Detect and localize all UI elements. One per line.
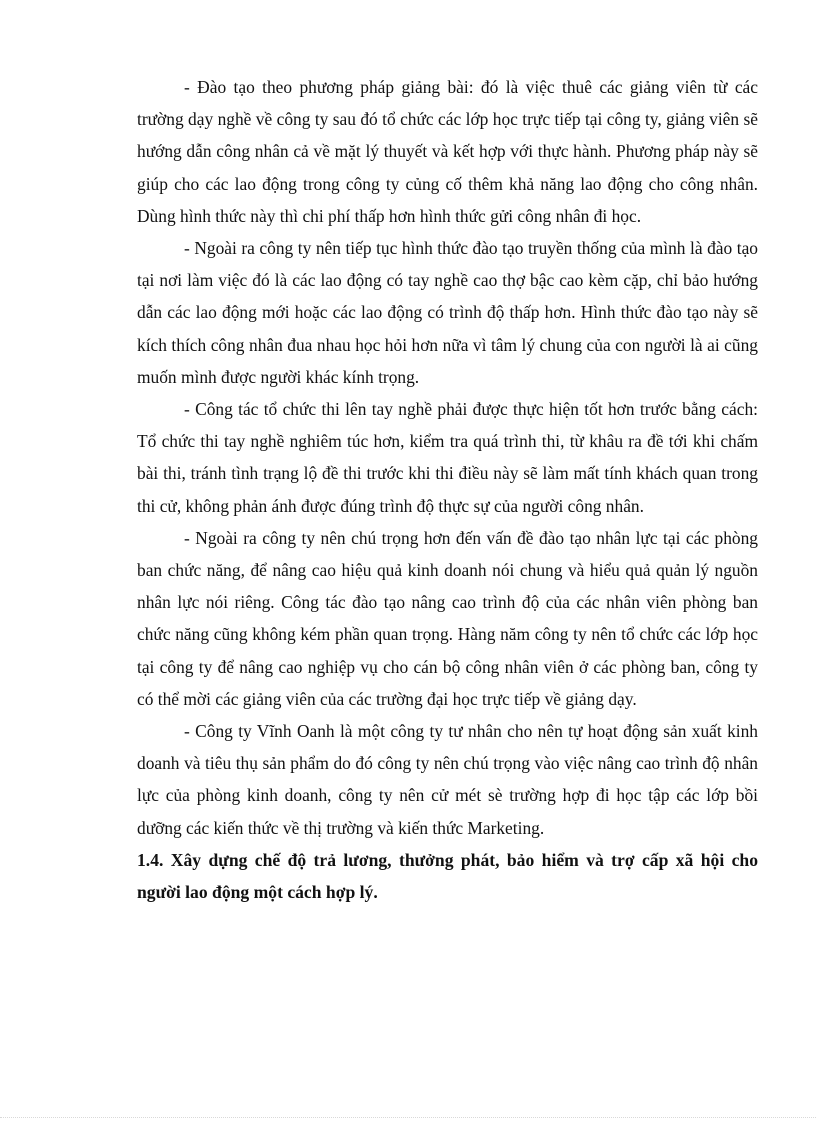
- section-heading: 1.4. Xây dựng chế độ trả lương, thưởng phát, bảo hiểm và trợ cấp xã hội cho người lao động một cách hợp lý.: [137, 849, 758, 903]
- paragraph-sales-staff-training: - Công ty Vĩnh Oanh là một công ty tư nhân cho nên tự hoạt động sản xuất kinh doanh và tiêu thụ sản phẩm do đó công ty nên chú trọng vào việc nâng cao trình độ nhân lực của phòng kinh doanh, công ty nên cử mét sè trường hợp đi học tập các lớp bồi dưỡng các kiến thức về thị trường và kiến thức Marketing.: [137, 721, 758, 838]
- paragraph-on-the-job-training: - Ngoài ra công ty nên tiếp tục hình thức đào tạo truyền thống của mình là đào tạo tại nơi làm việc đó là các lao động có tay nghề cao thợ bậc cao kèm cặp, chỉ bảo hướng dẫn các lao động mới hoặc các lao động có trình độ thấp hơn. Hình thức đào tạo này sẽ kích thích công nhân đua nhau học hỏi hơn nữa vì tâm lý chung của con người là ai cũng muốn mình được người khác kính trọng.: [137, 238, 758, 387]
- paragraph-department-training: - Ngoài ra công ty nên chú trọng hơn đến vấn đề đào tạo nhân lực tại các phòng ban chức năng, để nâng cao hiệu quả kinh doanh nói chung và hiểu quả quản lý nguồn nhân lực nói riêng. Công tác đào tạo nâng cao trình độ của các nhân viên phòng ban chức năng cũng không kém phần quan trọng. Hàng năm công ty nên tổ chức các lớp học tại công ty để nâng cao nghiệp vụ cho cán bộ công nhân viên ở các phòng ban, công ty có thể mời các giảng viên của các trường đại học trực tiếp về giảng dạy.: [137, 527, 758, 709]
- paragraph-training-by-lecture: - Đào tạo theo phương pháp giảng bài: đó là việc thuê các giảng viên từ các trường dạy nghề về công ty sau đó tổ chức các lớp học trực tiếp tại công ty, giảng viên sẽ hướng dẫn công nhân cả về mặt lý thuyết và kết hợp với thực hành. Phương pháp này sẽ giúp cho các lao động trong công ty củng cố thêm khả năng lao động cho công nhân. Dùng hình thức này thì chi phí thấp hơn hình thức gửi công nhân đi học.: [137, 77, 758, 226]
- document-body: [137, 71, 758, 908]
- page-bottom-rule: [0, 1117, 816, 1118]
- paragraph-skill-exam: - Công tác tổ chức thi lên tay nghề phải được thực hiện tốt hơn trước bằng cách: Tổ chức thi tay nghề nghiêm túc hơn, kiểm tra quá trình thi, từ khâu ra đề tới khi chấm bài thi, tránh tình trạng lộ đề thi trước khi thi điều này sẽ làm mất tính khách quan trong thi cử, không phản ánh được đúng trình độ thực sự của người công nhân.: [137, 399, 758, 516]
